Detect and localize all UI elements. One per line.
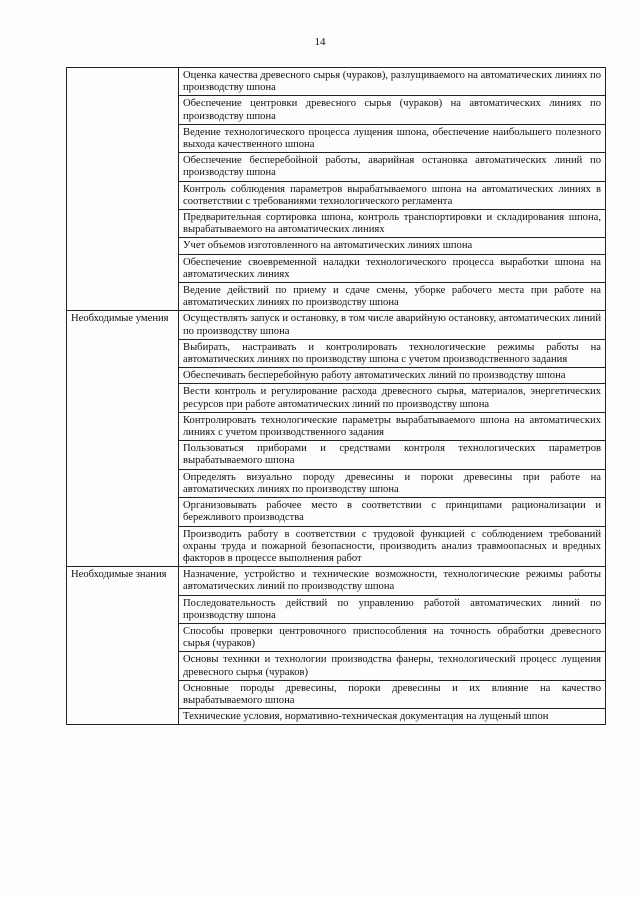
knowledge-item: Способы проверки центровочного приспособления на точность обработки древесного сырья (чураков) <box>179 623 606 651</box>
action-item: Учет объемов изготовленного на автоматических линиях шпона <box>179 238 606 254</box>
knowledge-item: Основы техники и технологии производства фанеры, технологический процесс лущения древесного сырья (чураков) <box>179 652 606 680</box>
skills-label: Необходимые умения <box>67 311 179 567</box>
knowledge-item: Технические условия, нормативно-техническая документация на лущеный шпон <box>179 709 606 725</box>
action-item: Ведение действий по приему и сдаче смены, уборке рабочего места при работе на автоматических линиях по производству шпона <box>179 283 606 311</box>
table-row <box>67 567 606 595</box>
skill-item: Обеспечивать бесперебойную работу автоматических линий по производству шпона <box>179 368 606 384</box>
skill-item: Выбирать, настраивать и контролировать технологические режимы работы на автоматических линиях по производству шпона с учетом производственного задания <box>179 339 606 367</box>
table-row <box>67 68 606 96</box>
skill-item: Осуществлять запуск и остановку, в том числе аварийную остановку, автоматических линий по производству шпона <box>179 311 606 339</box>
row-label-cell <box>67 68 179 311</box>
action-item: Обеспечение бесперебойной работы, аварийная остановка автоматических линий по производству шпона <box>179 153 606 181</box>
skill-item: Пользоваться приборами и средствами контроля технологических параметров вырабатываемого шпона <box>179 441 606 469</box>
knowledge-item: Последовательность действий по управлению работой автоматических линий по производству шпона <box>179 595 606 623</box>
action-item: Ведение технологического процесса лущения шпона, обеспечение наибольшего полезного выхода качественного шпона <box>179 124 606 152</box>
table-row <box>67 311 606 339</box>
labor-functions-table <box>66 67 606 725</box>
action-item: Обеспечение центровки древесного сырья (чураков) на автоматических линиях по производству шпона <box>179 96 606 124</box>
action-item: Контроль соблюдения параметров вырабатываемого шпона на автоматических линиях в соответствии с требованиями технологического регламента <box>179 181 606 209</box>
knowledge-item: Назначение, устройство и технические возможности, технологические режимы работы автоматических линий по производству шпона <box>179 567 606 595</box>
skill-item: Производить работу в соответствии с трудовой функцией с соблюдением требований охраны труда и пожарной безопасности, производить анализ травмоопасных и вредных факторов в процессе выполнения работ <box>179 526 606 567</box>
skill-item: Организовывать рабочее место в соответствии с принципами рационализации и бережливого производства <box>179 498 606 526</box>
page-number: 14 <box>314 36 326 48</box>
action-item: Обеспечение своевременной наладки технологического процесса выработки шпона на автоматических линиях <box>179 254 606 282</box>
knowledge-item: Основные породы древесины, пороки древесины и их влияние на качество вырабатываемого шпона <box>179 680 606 708</box>
skill-item: Контролировать технологические параметры вырабатываемого шпона на автоматических линиях с учетом производственного задания <box>179 412 606 440</box>
action-item: Оценка качества древесного сырья (чураков), разлущиваемого на автоматических линиях по производству шпона <box>179 68 606 96</box>
action-item: Предварительная сортировка шпона, контроль транспортировки и складирования шпона, вырабатываемого на автоматических линиях <box>179 210 606 238</box>
skill-item: Вести контроль и регулирование расхода древесного сырья, материалов, энергетических ресурсов при работе автоматических линий по производству шпона <box>179 384 606 412</box>
knowledge-label: Необходимые знания <box>67 567 179 725</box>
skill-item: Определять визуально породу древесины и пороки древесины при работе на автоматических линиях по производству шпона <box>179 469 606 497</box>
